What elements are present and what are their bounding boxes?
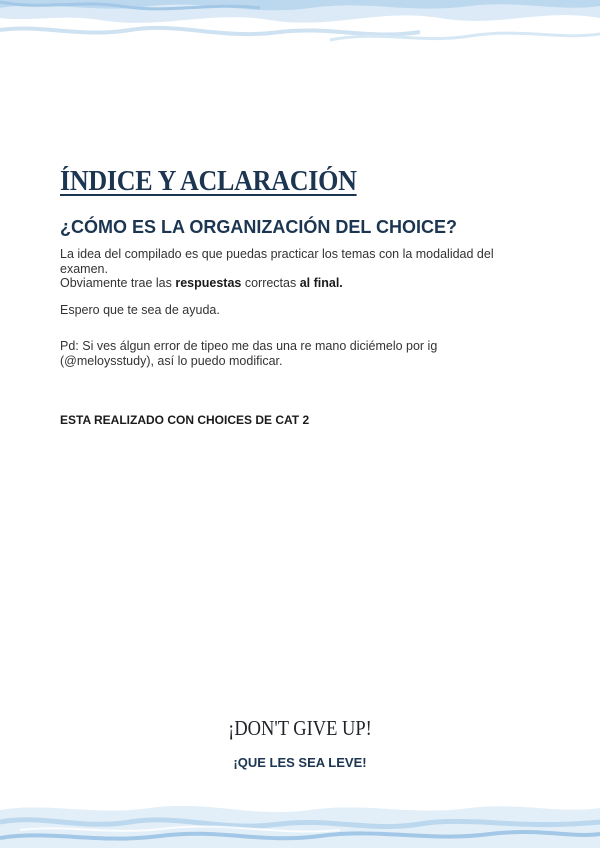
- intro-bold-respuestas: respuestas: [175, 276, 242, 290]
- section-subtitle: ¿CÓMO ES LA ORGANIZACIÓN DEL CHOICE?: [60, 217, 458, 237]
- bottom-wave-decoration: [0, 800, 600, 848]
- pd-paragraph: Pd: Si ves álgun error de tipeo me das una re mano diciémelo por ig (@meloysstudy), así lo puedo modificar.: [60, 339, 438, 368]
- top-wave-decoration: [0, 0, 600, 48]
- hope-paragraph: Espero que te sea de ayuda.: [60, 303, 220, 317]
- intro-line-1: La idea del compilado es que puedas practicar los temas con la modalidad del examen.: [60, 247, 494, 276]
- intro-line-2-start: Obviamente trae las: [60, 276, 176, 290]
- motto-text: ¡DON'T GIVE UP!: [228, 716, 372, 740]
- intro-paragraph: [60, 247, 500, 291]
- cheer-text: ¡QUE LES SEA LEVE!: [233, 755, 367, 770]
- page-title: ÍNDICE Y ACLARACIÓN: [60, 166, 357, 197]
- intro-bold-al-final: al final.: [299, 276, 343, 290]
- intro-line-2-mid: correctas: [241, 276, 300, 290]
- source-note: ESTA REALIZADO CON CHOICES DE CAT 2: [60, 413, 310, 427]
